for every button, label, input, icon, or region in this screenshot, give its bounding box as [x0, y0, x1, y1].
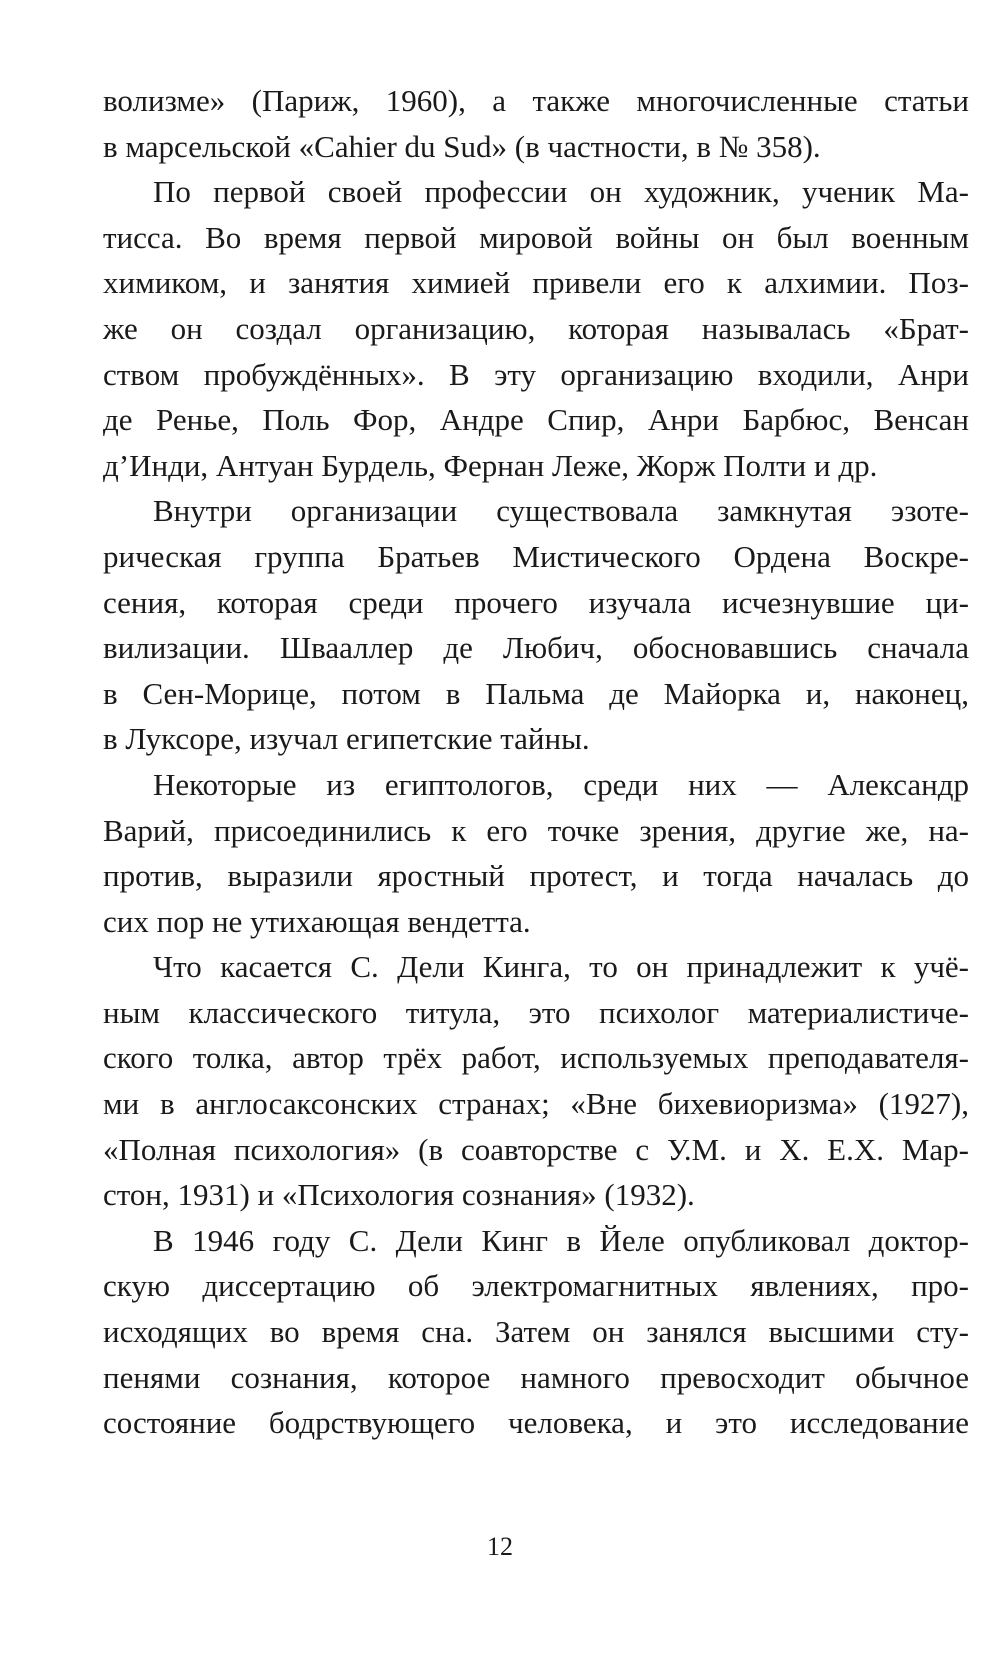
text-line: сих пор не утихающая вендетта.	[103, 903, 531, 939]
text-line: в марсельской «Cahier du Sud» (в частности, в № 358).	[103, 128, 821, 164]
text-line: «Полная психология» (в соавторстве с У.М. и Х. Е.Х. Мар-	[103, 1131, 969, 1167]
text-line: ского толка, автор трёх работ, используемых преподавателя-	[103, 1040, 969, 1076]
text-line: в Сен-Морице, потом в Пальма де Майорка и, наконец,	[103, 675, 969, 711]
text-line: Варий, присоединились к его точке зрения, другие же, на-	[103, 812, 969, 848]
text-line: скую диссертацию об электромагнитных явлениях, про-	[103, 1268, 969, 1304]
paragraph	[103, 78, 969, 169]
text-line: тисса. Во время первой мировой войны он был военным	[103, 219, 969, 255]
text-line: де Ренье, Поль Фор, Андре Спир, Анри Барбюс, Венсан	[103, 402, 969, 438]
paragraph	[103, 762, 969, 944]
text-line: вилизации. Швааллер де Любич, обосновавшись сначала	[103, 630, 969, 666]
text-line: Внутри организации существовала замкнутая эзоте-	[153, 493, 969, 529]
text-line: По первой своей профессии он художник, ученик Ма-	[153, 174, 969, 210]
paragraph	[103, 169, 969, 488]
text-line: стон, 1931) и «Психология сознания» (1932).	[103, 1177, 695, 1213]
text-line: против, выразили яростный протест, и тогда началась до	[103, 858, 969, 894]
text-line: в Луксоре, изучал египетские тайны.	[103, 721, 590, 757]
text-line: химиком, и занятия химией привели его к алхимии. Поз-	[103, 265, 969, 301]
text-line: же он создал организацию, которая называлась «Брат-	[103, 310, 969, 346]
text-line: рическая группа Братьев Мистического Ордена Воскре-	[103, 538, 969, 574]
text-line: ством пробуждённых». В эту организацию входили, Анри	[103, 356, 969, 392]
text-line: В 1946 году С. Дели Кинг в Йеле опубликовал доктор-	[153, 1222, 969, 1258]
body-text	[103, 78, 969, 1446]
text-line: пенями сознания, которое намного превосходит обычное	[103, 1359, 969, 1395]
text-line: состояние бодрствующего человека, и это исследование	[103, 1405, 969, 1441]
text-line: д’Инди, Антуан Бурдель, Фернан Леже, Жорж Полти и др.	[103, 447, 878, 483]
text-line: волизме» (Париж, 1960), а также многочисленные статьи	[103, 83, 969, 118]
page-number: 12	[487, 1532, 513, 1561]
text-line: Что касается С. Дели Кинга, то он принадлежит к учё-	[153, 949, 969, 985]
text-line: Некоторые из египтологов, среди них — Александр	[153, 766, 969, 802]
text-line: ным классического титула, это психолог материалистиче-	[103, 994, 969, 1030]
text-line: сения, которая среди прочего изучала исчезнувшие ци-	[103, 584, 969, 620]
paragraph	[103, 488, 969, 762]
text-line: ми в англосаксонских странах; «Вне бихевиоризма» (1927),	[103, 1086, 969, 1122]
text-line: исходящих во время сна. Затем он занялся высшими сту-	[103, 1314, 969, 1350]
paragraph	[103, 944, 969, 1218]
paragraph	[103, 1218, 969, 1446]
